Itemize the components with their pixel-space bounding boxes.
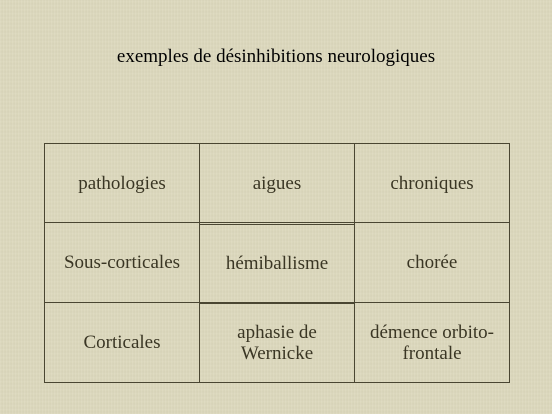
row-label-cell: [44, 222, 200, 303]
header-label: aigues: [252, 172, 302, 194]
cell-text: hémiballisme: [225, 253, 329, 274]
row-label-cell: [44, 302, 200, 383]
slide-title: exemples de désinhibitions neurologiques: [116, 46, 436, 67]
header-cell-chroniques: [354, 143, 510, 223]
cell-text: chorée: [406, 252, 458, 273]
header-label: pathologies: [78, 172, 166, 194]
cell-text-line: frontale: [402, 342, 462, 364]
cell-text-line: Wernicke: [240, 343, 314, 364]
cell-text-line: démence orbito-: [370, 321, 494, 343]
table-cell: [354, 222, 510, 303]
header-label: chroniques: [390, 172, 474, 194]
row-label: Corticales: [83, 332, 161, 353]
table-cell: [199, 224, 355, 303]
table-cell: [199, 303, 355, 383]
header-cell-aigues: [199, 143, 355, 223]
row-label: Sous-corticales: [63, 252, 181, 273]
cell-text-line: aphasie de: [237, 322, 317, 343]
header-cell-pathologies: [44, 143, 200, 223]
table-cell: [354, 302, 510, 383]
